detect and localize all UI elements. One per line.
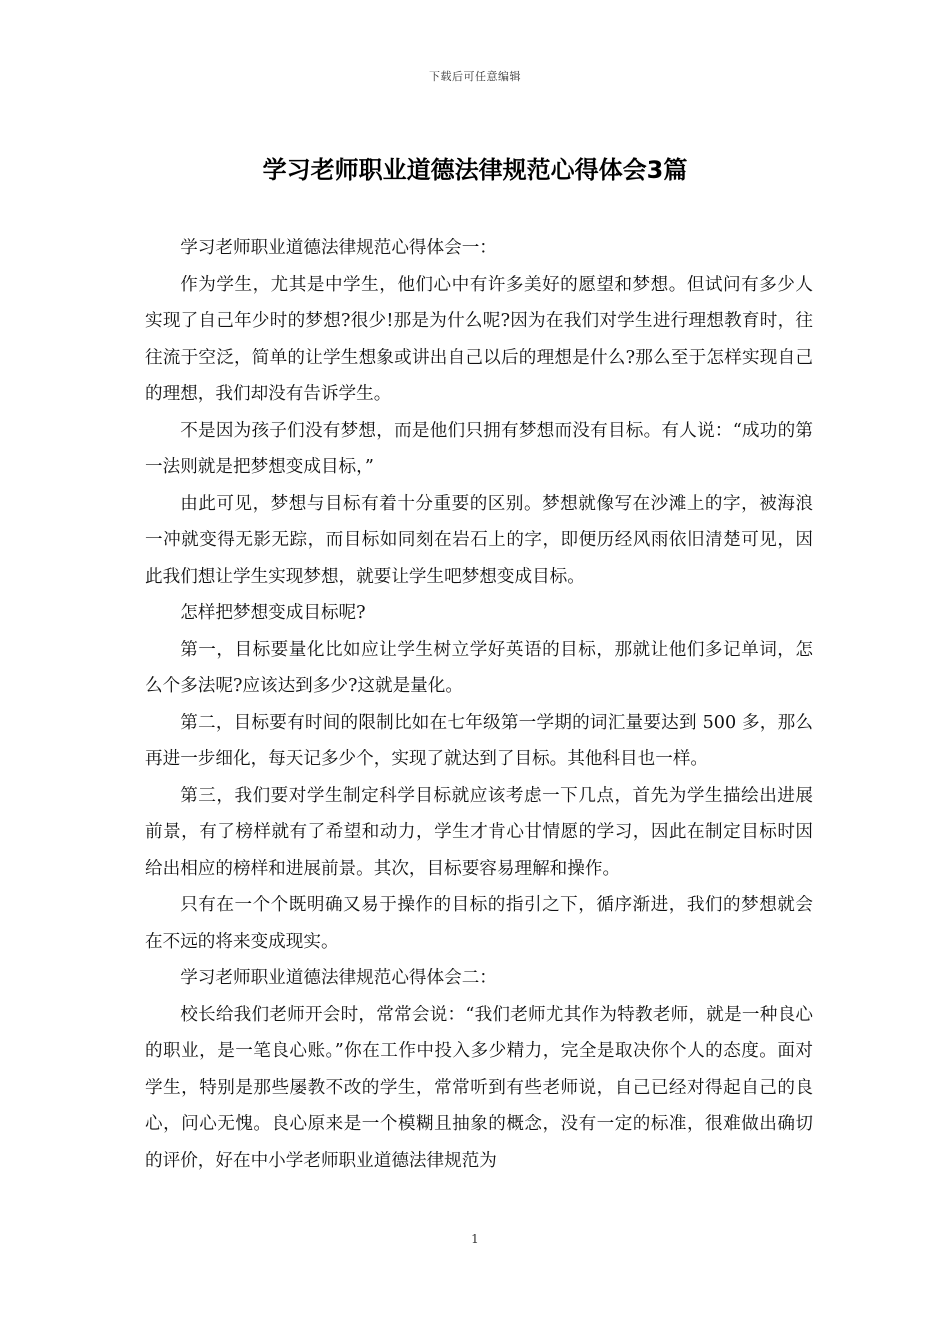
document-body — [145, 230, 813, 1179]
paragraph: 第一，目标要量化比如应让学生树立学好英语的目标，那就让他们多记单词，怎么个多法呢?应该达到多少?这就是量化。 — [145, 639, 813, 696]
page-number: 1 — [471, 1232, 479, 1246]
section-heading: 学习老师职业道德法律规范心得体会一： — [180, 238, 497, 258]
paragraph: 怎样把梦想变成目标呢? — [180, 603, 366, 623]
paragraph: 校长给我们老师开会时，常常会说：“我们老师尤其作为特教老师，就是一种良心的职业，是一笔良心账。”你在工作中投入多少精力，完全是取决你个人的态度。面对学生，特别是那些屡教不改的学生，常常听到有些老师说，自己已经对得起自己的良心，问心无愧。良心原来是一个模糊且抽象的概念，没有一定的标准，很难做出确切的评价，好在中小学老师职业道德法律规范为 — [145, 1004, 813, 1171]
paragraph: 第二，目标要有时间的限制比如在七年级第一学期的词汇量要达到 500 多，那么再进一步细化，每天记多少个，实现了就达到了目标。其他科目也一样。 — [145, 712, 813, 769]
paragraph: 第三，我们要对学生制定科学目标就应该考虑一下几点，首先为学生描绘出进展前景，有了榜样就有了希望和动力，学生才肯心甘情愿的学习，因此在制定目标时因给出相应的榜样和进展前景。其次，目标要容易理解和操作。 — [145, 785, 813, 879]
paragraph: 作为学生，尤其是中学生，他们心中有许多美好的愿望和梦想。但试问有多少人实现了自己年少时的梦想?很少!那是为什么呢?因为在我们对学生进行理想教育时，往往流于空泛，简单的让学生想象或讲出自己以后的理想是什么?那么至于怎样实现自己的理想，我们却没有告诉学生。 — [145, 274, 813, 404]
header-note: 下载后可任意编辑 — [429, 70, 521, 83]
paragraph: 只有在一个个既明确又易于操作的目标的指引之下，循序渐进，我们的梦想就会在不远的将来变成现实。 — [145, 895, 813, 952]
paragraph: 由此可见，梦想与目标有着十分重要的区别。梦想就像写在沙滩上的字，被海浪一冲就变得无影无踪，而目标如同刻在岩石上的字，即便历经风雨依旧清楚可见，因此我们想让学生实现梦想，就要让学生吧梦想变成目标。 — [145, 493, 813, 587]
section-heading: 学习老师职业道德法律规范心得体会二： — [180, 968, 497, 988]
paragraph: 不是因为孩子们没有梦想，而是他们只拥有梦想而没有目标。有人说：“成功的第一法则就是把梦想变成目标，” — [145, 420, 813, 477]
document-title: 学习老师职业道德法律规范心得体会3篇 — [262, 156, 688, 184]
